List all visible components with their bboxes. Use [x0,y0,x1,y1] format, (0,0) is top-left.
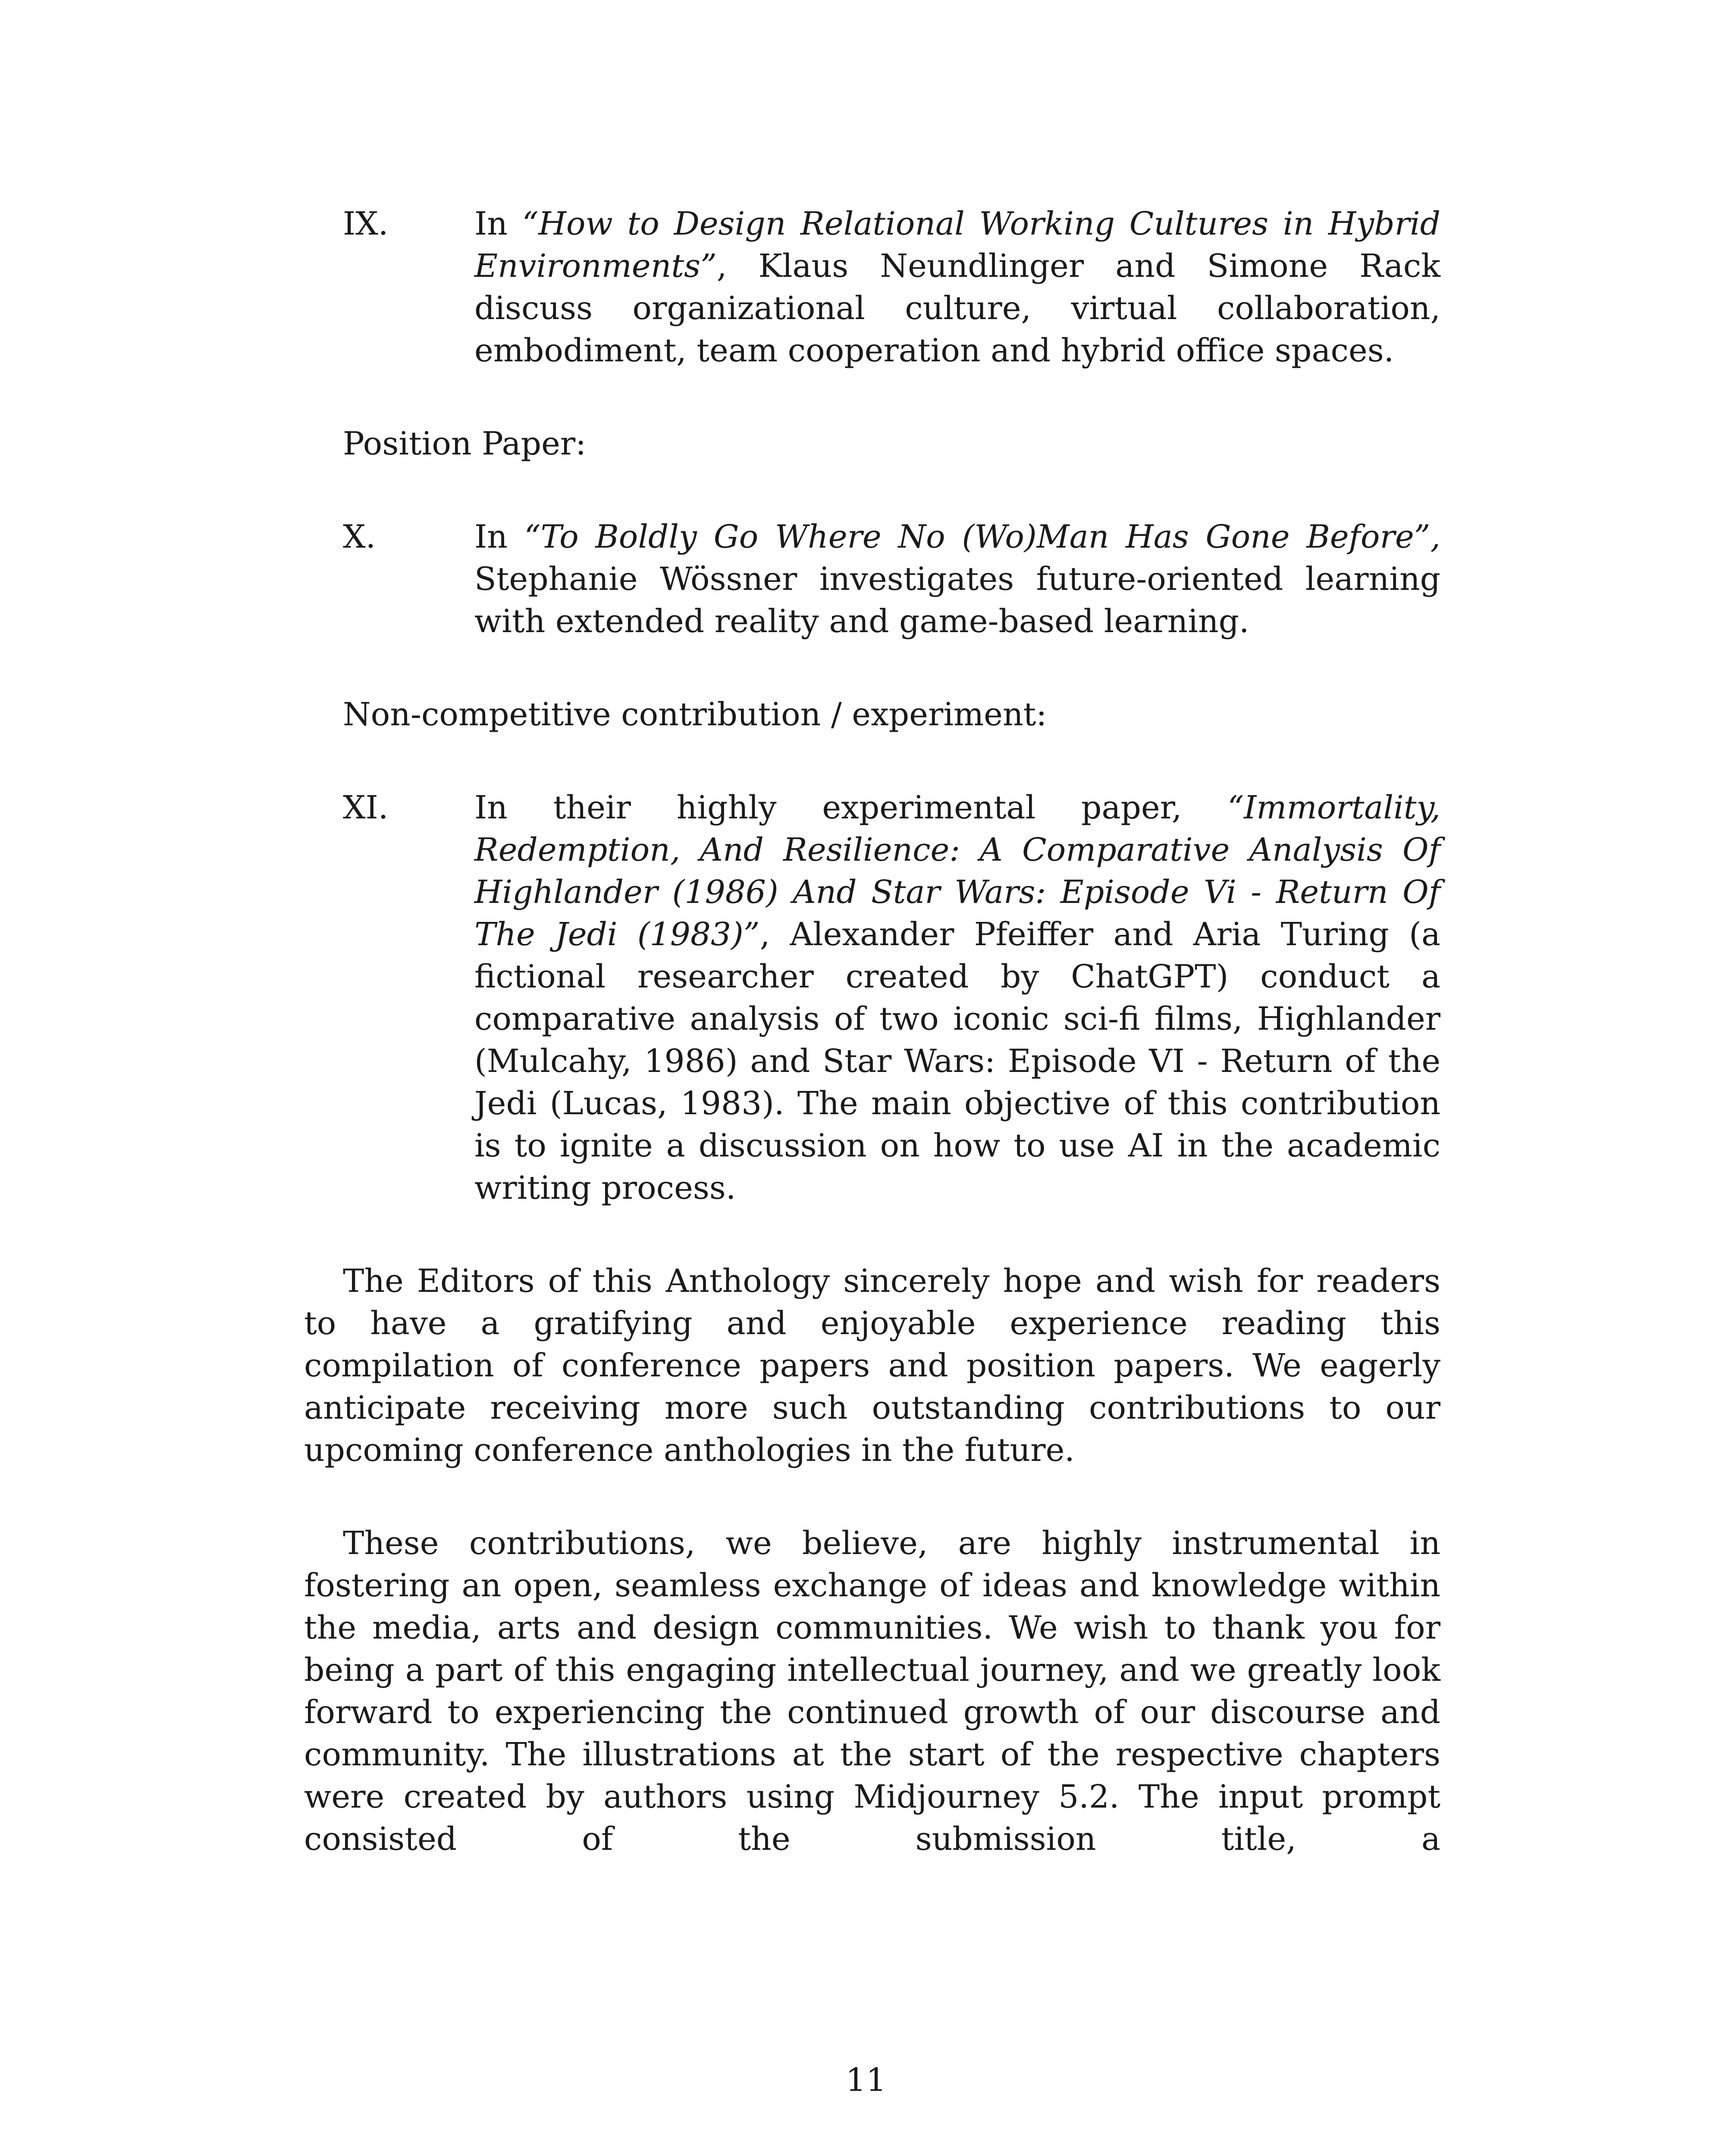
item-description: , Klaus Neundlinger and Simone Rack discuss organizational culture, virtual collaboration, embodiment, team cooperation and hybrid office spaces. [474,248,1440,369]
page-number: 11 [845,2062,887,2099]
item-title: “To Boldly Go Where No (Wo)Man Has Gone Before”, [524,518,1440,555]
list-numeral: IX. [343,205,389,242]
closing-paragraph-1: The Editors of this Anthology sincerely hope and wish for readers to have a gratifying and enjoyable experience reading this compilation of conference papers and position papers. We eagerly anticipate receiving more such outstanding contributions to our upcoming conference anthologies in the future. [304,1263,1440,1469]
list-numeral: XI. [343,789,389,826]
section-label-non-competitive: Non-competitive contribution / experiment: [343,696,1047,733]
list-numeral: X. [343,518,376,555]
list-item-body [474,203,1440,372]
list-item-ix [304,203,1440,372]
list-item-body [474,787,1440,1209]
item-description: Stephanie Wössner investigates future-oriented learning with extended reality and game-based learning. [474,561,1440,640]
closing-paragraph-2: These contributions, we believe, are highly instrumental in fostering an open, seamless exchange of ideas and knowledge within the media, arts and design communities. We wish to thank you for being a part of this engaging intellectual journey, and we greatly look forward to experiencing the continued growth of our discourse and community. The illustrations at the start of the respective chapters were created by authors using Midjourney 5.2. The input prompt consisted of the submission title, a [304,1525,1440,1858]
item-description: , Alexander Pfeiffer and Aria Turing (a fictional researcher created by ChatGPT) conduct a comparative analysis of two iconic sci-fi films, Highlander (Mulcahy, 1986) and Star Wars: Episode VI - Return of the Jedi (Lucas, 1983). The main objective of this contribution is to ignite a discussion on how to use AI in the academic writing process. [474,916,1440,1206]
item-lead-text: In [474,205,522,242]
item-lead-text: In [474,518,524,555]
item-title: “Immortality, Redemption, And Resilience: A Comparative Analysis Of Highlander (1986) And Star Wars: Episode Vi - Return Of The Jedi (1983)” [474,789,1440,953]
item-title: “How to Design Relational Working Cultures in Hybrid Environments” [474,205,1441,285]
section-label-position-paper: Position Paper: [343,425,587,462]
text-column [304,203,1440,1860]
list-item-xi [304,787,1440,1209]
item-lead-text: In their highly experimental paper, [474,789,1228,826]
list-item-body [474,516,1440,642]
list-item-x [304,516,1440,642]
